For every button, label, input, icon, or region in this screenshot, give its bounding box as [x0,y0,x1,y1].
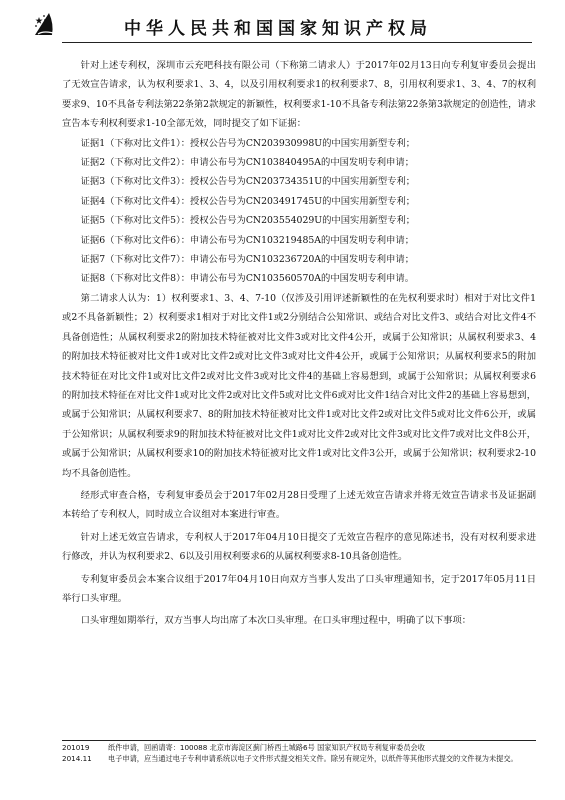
footer-row-electronic [62,754,536,765]
evidence-item-2: 证据2（下称对比文件2）：申请公布号为CN103840495A的中国发明专利申请； [80,157,414,169]
evidence-item-5: 证据5（下称对比文件5）：授权公告号为CN203554029U的中国实用新型专利； [80,215,416,227]
paragraph-hearing-notice: 专利复审委员会本案合议组于2017年04月10日向双方当事人发出了口头审理通知书，定于2017年05月11日举行口头审理。 [62,573,536,604]
paragraph-requester-opinion: 第二请求人认为：1）权利要求1、3、4、7-10（仅涉及引用评述新颖性的在先权利要求时）相对于对比文件1或2不具备新颖性；2）权利要求1相对于对比文件1或2分别结合公知常识、或结合对比文件3、或结合对比文件4不具备创造性；从属权利要求2的附加技术特征被对比文件3或对比文件4公开，或属于公知常识；从属权利要求3、4的附加技术特征被对比文件1或对比文件2或对比文件3或对比文件4公开，或属于公知常识；从属权利要求5的附加技术特征在对比文件1或对比文件2或对比文件3或对比文件4的基础上容易想到，或属于公知常识；从属权利要求6的附加技术特征在对比文件1或对比文件2或对比文件5或对比文件6或对比文件1结合对比文件2的基础上容易想到，或属于公知常识；从属权利要求7、8的附加技术特征被对比文件1或对比文件2或对比文件5或对比文件6公开，或属于公知常识；从属权利要求9的附加技术特征被对比文件1或对比文件2或对比文件3或对比文件7或对比文件8公开，或属于公知常识；从属权利要求10的附加技术特征被对比文件1或对比文件3公开，或属于公知常识；权利要求2-10均不具备创造性。 [62,292,536,479]
document-body [62,56,536,631]
paper-submission-note: 纸件申请，回函请寄：100088 北京市海淀区蓟门桥西土城路6号 国家知识产权局专利复审委员会收 [108,743,425,752]
footer-row-paper [62,743,536,754]
form-code: 201019 [62,743,90,752]
evidence-item-4: 证据4（下称对比文件4）：授权公告号为CN203491745U的中国实用新型专利； [80,195,416,207]
paragraph-hearing-held: 口头审理如期举行，双方当事人均出席了本次口头审理。在口头审理过程中，明确了以下事项： [80,615,472,627]
paragraph-acceptance: 经形式审查合格，专利复审委员会于2017年02月28日受理了上述无效宣告请求并将无效宣告请求书及证据副本转给了专利权人，同时成立合议组对本案进行审查。 [62,489,536,521]
electronic-submission-note: 电子申请，应当通过电子专利申请系统以电子文件形式提交相关文件。除另有规定外，以纸件等其他形式提交的文件视为未提交。 [108,753,518,763]
evidence-item-6: 证据6（下称对比文件6）：申请公布号为CN103219485A的中国发明专利申请； [80,234,414,246]
evidence-item-7: 证据7（下称对比文件7）：申请公布号为CN103236720A的中国发明专利申请； [80,254,414,266]
page-title: 中华人民共和国国家知识产权局 [124,19,432,39]
header-divider [62,42,532,43]
evidence-item-3: 证据3（下称对比文件3）：授权公告号为CN203734351U的中国实用新型专利； [80,176,416,188]
footer-divider [62,740,536,741]
evidence-item-1: 证据1（下称对比文件1）：授权公告号为CN203930998U的中国实用新型专利； [80,137,416,149]
evidence-item-8: 证据8（下称对比文件8）：申请公布号为CN103560570A的中国发明专利申请。 [80,273,414,285]
form-version: 2014.11 [62,753,92,763]
cnipa-logo-icon [32,10,62,40]
paragraph-patentee-response: 针对上述无效宣告请求，专利权人于2017年04月10日提交了无效宣告程序的意见陈述书，没有对权利要求进行修改，并认为权利要求2、6以及引用权利要求6的从属权利要求8-10具备创造性。 [62,531,536,563]
paragraph-request: 针对上述专利权，深圳市云充吧科技有限公司（下称第二请求人）于2017年02月13日向专利复审委员会提出了无效宣告请求，认为权利要求1、3、4，以及引用权利要求1的权利要求7、8，引用权利要求1、3、4、7的权利要求9、10不具备专利法第22条第2款规定的新颖性，权利要求1-10不具备专利法第22条第3款规定的创造性，请求宣告本专利权利要求1-10全部无效，同时提交了如下证据： [62,60,536,130]
page-footer [62,743,536,764]
page-header [0,0,565,48]
